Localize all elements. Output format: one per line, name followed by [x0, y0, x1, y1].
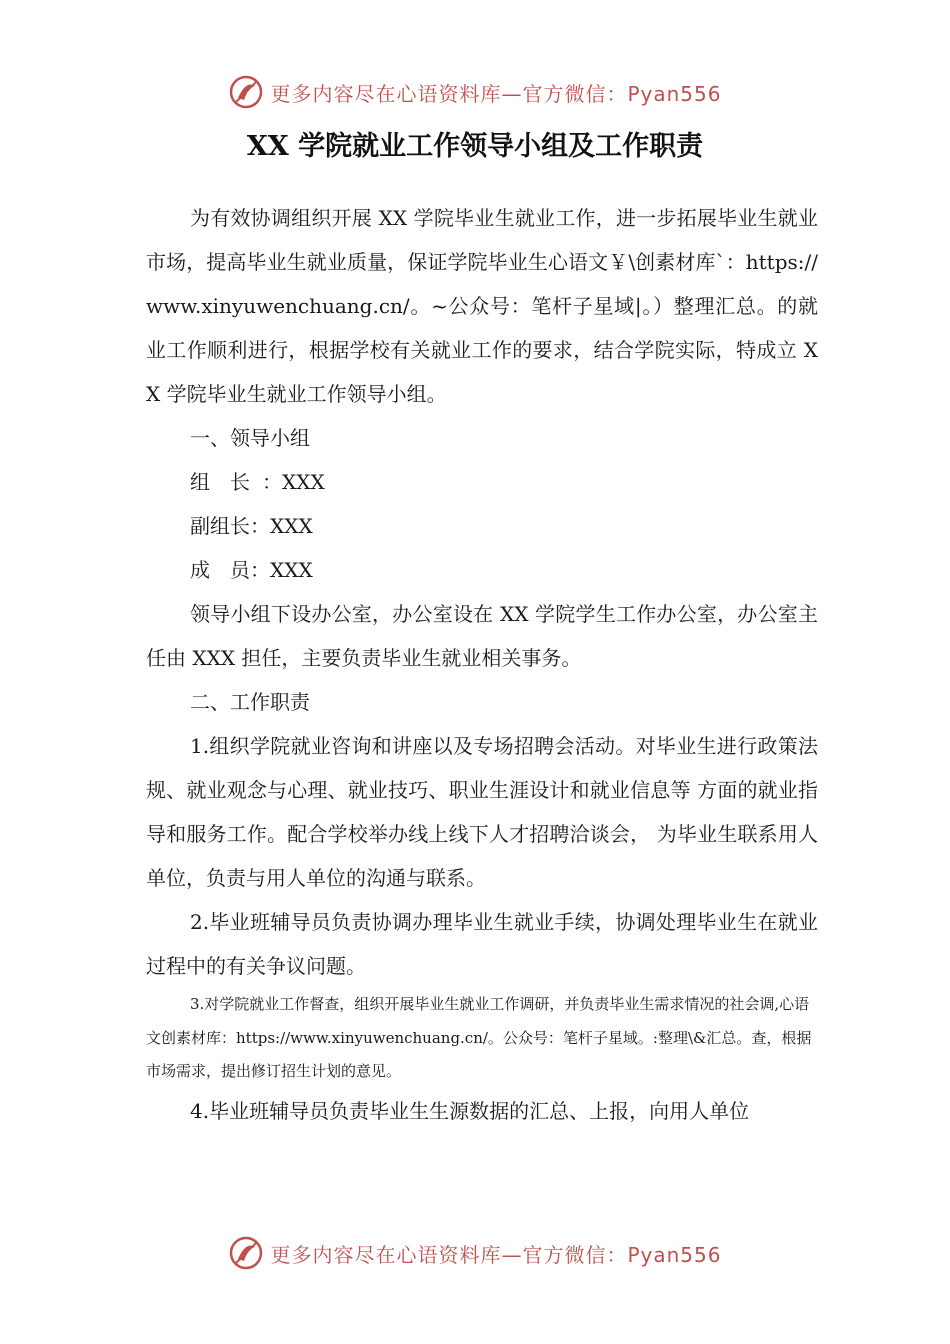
duty-item-3: 3.对学院就业工作督查，组织开展毕业生就业工作调研，并负责毕业生需求情况的社会调,心语文创素材库：https://www.xinyuwenchuang.cn/。公众号：笔杆子星域。:整理\&汇总。查，根据市场需求，提出修订招生计划的意见。 [146, 995, 812, 1080]
logo-icon [228, 1235, 264, 1271]
intro-paragraph: 为有效协调组织开展 XX 学院毕业生就业工作，进一步拓展毕业生就业市场，提高毕业生就业质量，保证学院毕业生心语文￥\创素材库`：https://www.xinyuwenchuang.cn/。~公众号：笔杆子星域|。）整理汇总。的就业工作顺利进行，根据学校有关就业工作的要求，结合学院实际，特成立 XX 学院毕业生就业工作领导小组。 [146, 206, 818, 406]
member-value: ：XXX [262, 470, 325, 494]
member-row-members [146, 548, 818, 592]
document-title: XX 学院就业工作领导小组及工作职责 [246, 131, 704, 162]
duty-item-2: 2.毕业班辅导员负责协调办理毕业生就业手续，协调处理毕业生在就业过程中的有关争议问题。 [146, 910, 818, 978]
member-label: 组 长 [190, 470, 250, 494]
member-row-leader [146, 460, 818, 504]
duty-item-4: 4.毕业班辅导员负责毕业生生源数据的汇总、上报，向用人单位 [190, 1098, 750, 1123]
document-body [146, 196, 818, 1133]
member-value: XXX [270, 514, 313, 538]
section2-heading: 二、工作职责 [190, 690, 310, 714]
section1-heading: 一、领导小组 [190, 426, 310, 450]
watermark-footer [0, 1235, 950, 1271]
office-paragraph: 领导小组下设办公室，办公室设在 XX 学院学生工作办公室，办公室主任由 XXX 担任，主要负责毕业生就业相关事务。 [146, 602, 818, 670]
watermark-text: 更多内容尽在心语资料库—官方微信：Pyan556 [270, 81, 722, 106]
duty-item-1: 1.组织学院就业咨询和讲座以及专场招聘会活动。对毕业生进行政策法规、就业观念与心理、就业技巧、职业生涯设计和就业信息等 方面的就业指导和服务工作。配合学校举办线上线下人才招聘洽谈会， 为毕业生联系用人单位，负责与用人单位的沟通与联系。 [146, 734, 818, 890]
watermark-header [0, 74, 950, 110]
member-row-deputy [146, 504, 818, 548]
member-label: 成 员： [190, 558, 270, 582]
logo-icon [228, 74, 264, 110]
member-value: XXX [270, 558, 313, 582]
member-label: 副组长： [190, 514, 270, 538]
watermark-text: 更多内容尽在心语资料库—官方微信：Pyan556 [270, 1242, 722, 1267]
